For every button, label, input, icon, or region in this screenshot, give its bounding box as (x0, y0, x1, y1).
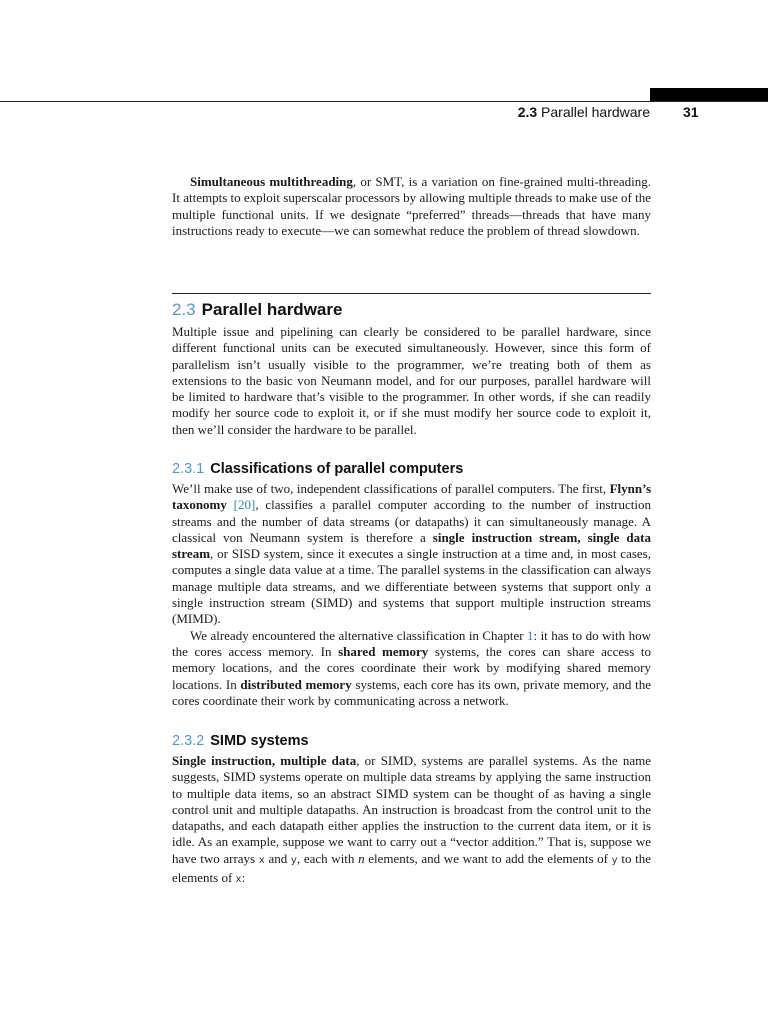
chapter-link[interactable]: 1 (527, 627, 534, 643)
subsection-number: 2.3.2 (172, 733, 205, 749)
section-rule (172, 293, 651, 294)
term-distributed-memory: distributed memory (240, 676, 352, 692)
header-corner-block (650, 88, 768, 102)
text-run: We’ll make use of two, independent classifications of parallel computers. The first, (172, 481, 610, 496)
text-run: systems, the cores can share access to memory locations, and the cores coordinate their work by modifying shared memory locations. In (172, 643, 651, 692)
text-run: and (264, 850, 291, 866)
running-head-title: Parallel hardware (541, 104, 650, 120)
code-x: x (258, 855, 265, 867)
smt-paragraph (172, 174, 651, 239)
term-simd: Single instruction, multiple data (172, 753, 357, 768)
smt-text: , or SMT, is a variation on fine-grained multi-threading. It attempts to exploit superscalar processors by allowing multiple threads to make use of the multiple functional units. If we designate “preferred” threads—threads that have many instructions ready to execute—we can somewhat reduce the problem of thread slowdown. (172, 174, 651, 238)
section-title: Parallel hardware (201, 300, 343, 319)
subsection-number: 2.3.1 (172, 461, 205, 477)
section-heading (172, 300, 651, 320)
text-run: , or SISD system, since it executes a single instruction at a time and, in most cases, computes a single data value at a time. The parallel systems in the classification can always manage multiple data streams, and we differentiate between systems that support only a single instruction stream (SIMD) and systems that support multiple instruction streams (MIMD). (172, 546, 651, 627)
subsection-heading-classifications (172, 461, 651, 477)
simd-paragraph (172, 753, 651, 889)
section-2-3-paragraph: Multiple issue and pipelining can clearly be considered to be parallel hardware, since different functional units can be executed simultaneously. However, since this form of parallelism isn’t usually visible to the programmer, we’re treating both of them as extensions to the basic von Neumann model, and for our purposes, parallel hardware will be limited to hardware that’s visible to the programmer. In other words, if she can readily modify her source code to exploit it, or if she must modify her source code to exploit it, then we’ll consider the hardware to be parallel. (172, 324, 651, 437)
var-n: n (358, 850, 365, 866)
term-shared-memory: shared memory (338, 643, 429, 659)
text-run: : (241, 870, 246, 886)
text-run: systems, each core has its own, private memory, and the cores coordinate their work by communicating across a network. (172, 676, 651, 708)
text-run: , each with (296, 850, 359, 866)
section-number: 2.3 (172, 300, 196, 319)
header-rule (0, 101, 768, 102)
term-flynns-taxonomy: Flynn’s taxonomy (172, 481, 651, 513)
section-2-3-1 (172, 461, 651, 709)
page-number: 31 (683, 104, 699, 120)
citation-link[interactable]: [20] (233, 497, 256, 513)
text-run: to the elements of (172, 850, 652, 886)
code-x-2: x (235, 875, 242, 887)
text-run: elements, and we want to add the elements of (364, 850, 612, 866)
section-2-3 (172, 300, 651, 438)
text-run: , classifies a parallel computer according to the number of instruction streams and the number of data streams (or datapaths) it can simultaneously manage. A classical von Neumann system is therefore a (172, 497, 652, 545)
subsection-title: Classifications of parallel computers (210, 461, 464, 477)
code-y: y (290, 855, 297, 867)
smt-paragraph-block (172, 174, 651, 239)
running-head-section-number: 2.3 (517, 104, 538, 120)
smt-term: Simultaneous multithreading (190, 174, 353, 189)
running-head (518, 104, 650, 120)
text-run: : it has to do with how the cores access memory. In (172, 627, 652, 659)
classifications-paragraph-2 (172, 628, 651, 709)
subsection-heading-simd (172, 733, 651, 749)
text-run: , or SIMD, systems are parallel systems. As the name suggests, SIMD systems operate on multiple data streams by applying the same instruction to multiple data items, so an abstract SIMD system can be thought of as having a single control unit and multiple datapaths. An instruction is broadcast from the control unit to the datapaths, and each datapath either applies the instruction to the current data item, or it is idle. As an example, suppose we want to carry out a “vector addition.” That is, suppose we have two arrays (172, 753, 651, 866)
term-sisd: single instruction stream, single data stream (172, 529, 651, 562)
subsection-title: SIMD systems (210, 733, 309, 749)
section-2-3-2 (172, 733, 651, 889)
code-y-2: y (611, 855, 618, 867)
classifications-paragraph-1 (172, 481, 651, 628)
text-run: We already encountered the alternative classification in Chapter (190, 627, 527, 643)
